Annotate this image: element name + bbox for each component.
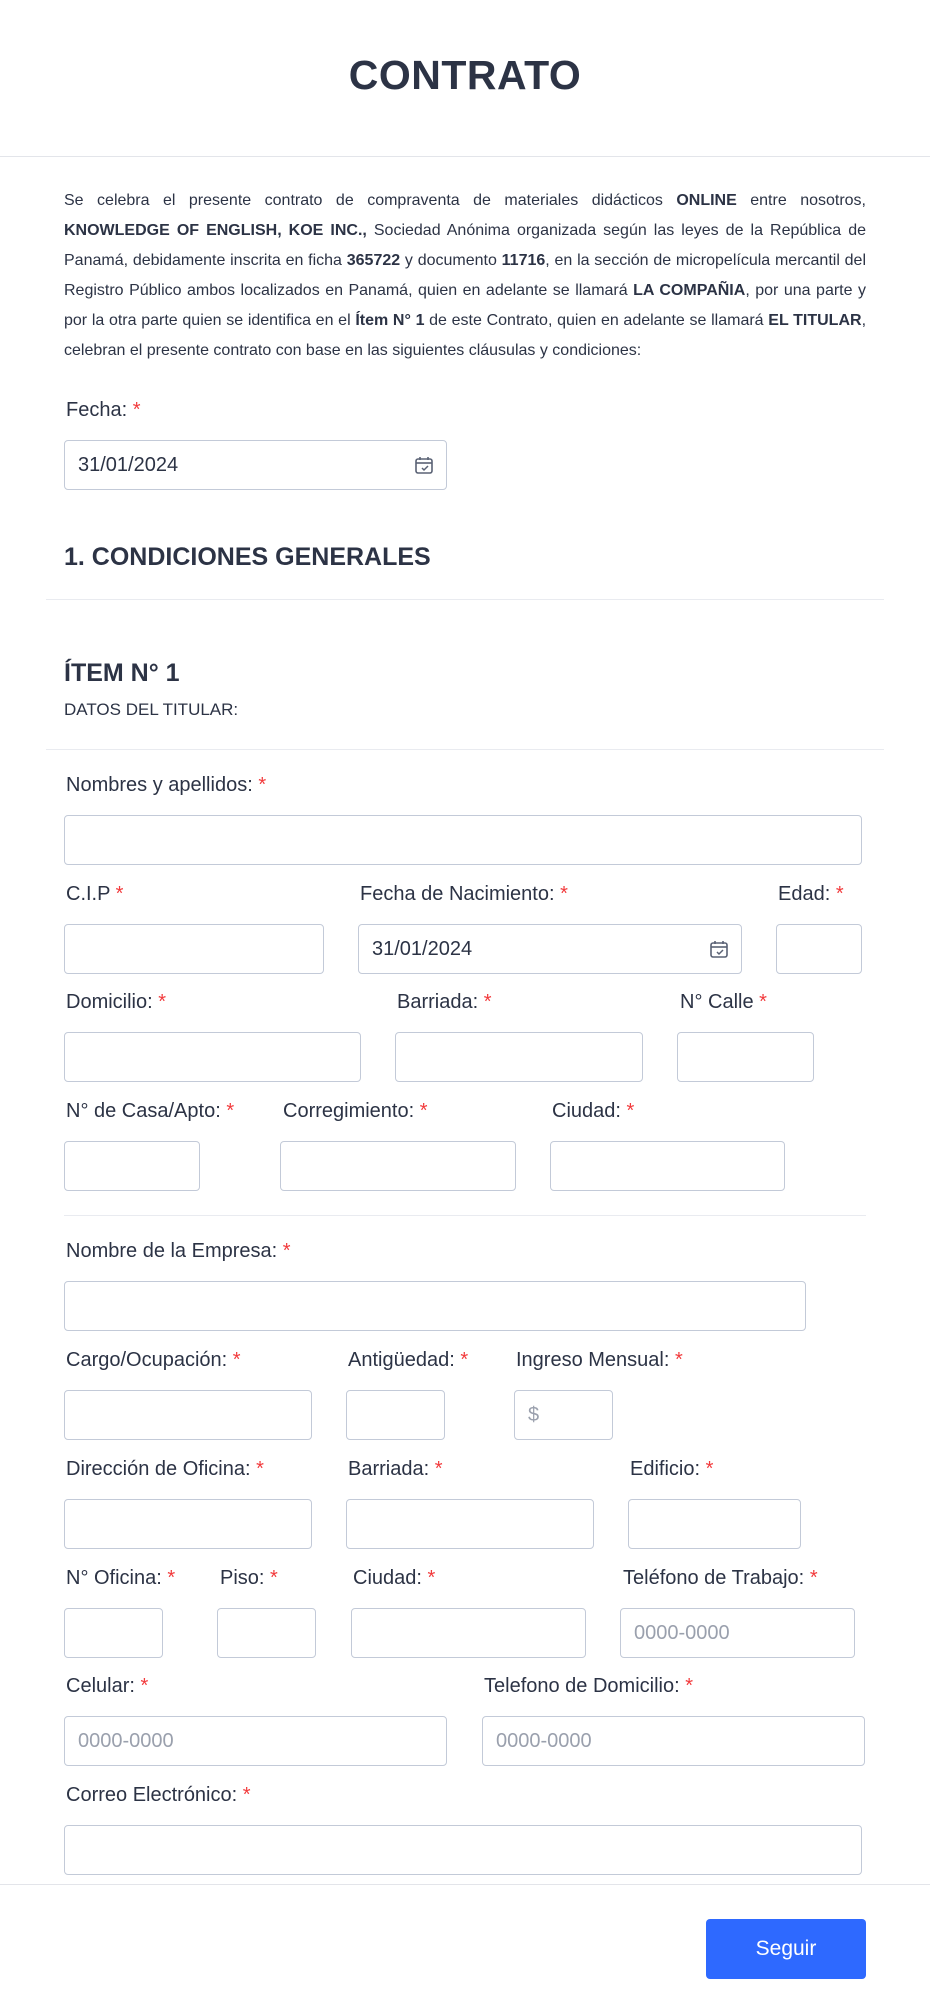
edificio-label [630, 1458, 713, 1481]
required-mark: * [256, 1458, 264, 1480]
intro-bold: 365722 [346, 252, 401, 269]
label-text: Telefono de Domicilio: [484, 1675, 680, 1697]
label-text: C.I.P [66, 883, 111, 905]
fecha-input[interactable] [64, 440, 447, 490]
required-mark: * [835, 883, 844, 905]
label-text: Ingreso Mensual: [516, 1349, 670, 1371]
contract-intro [64, 186, 866, 366]
ciudad-label [552, 1100, 634, 1123]
required-mark: * [759, 991, 767, 1013]
ciudad2-input[interactable] [351, 1608, 586, 1658]
antiguedad-label [348, 1349, 468, 1372]
intro-text: y documento [400, 252, 502, 269]
edad-label [778, 883, 844, 906]
calle-label [680, 991, 767, 1014]
nacimiento-value: 31/01/2024 [372, 938, 473, 960]
required-mark: * [140, 1675, 149, 1697]
required-mark: * [158, 991, 167, 1013]
cip-input[interactable] [64, 924, 324, 974]
oficina-label [66, 1567, 175, 1590]
intro-text: entre nosotros, [736, 192, 867, 209]
barriada2-label [348, 1458, 443, 1481]
corregimiento-input[interactable] [280, 1141, 516, 1191]
form-header [0, 0, 930, 157]
seguir-button[interactable]: Seguir [706, 1919, 866, 1979]
celular-placeholder: 0000-0000 [78, 1730, 174, 1752]
label-text: Celular: [66, 1675, 135, 1697]
ciudad-input[interactable] [550, 1141, 785, 1191]
required-mark: * [270, 1567, 278, 1589]
label-text: Dirección de Oficina: [66, 1458, 251, 1480]
ingreso-input[interactable] [514, 1390, 613, 1440]
intro-text: de este Contrato, quien en adelante se llamará [424, 312, 769, 329]
item-subtitle: DATOS DEL TITULAR: [64, 700, 239, 719]
barriada-input[interactable] [395, 1032, 643, 1082]
label-text: Correo Electrónico: [66, 1784, 238, 1806]
required-mark: * [115, 883, 124, 905]
calendar-icon[interactable] [414, 455, 434, 475]
fecha-value: 31/01/2024 [78, 454, 179, 476]
domicilio-input[interactable] [64, 1032, 361, 1082]
required-mark: * [226, 1100, 235, 1122]
label-text: Edificio: [630, 1458, 701, 1480]
label-text: Corregimiento: [283, 1100, 415, 1122]
casa-label [66, 1100, 234, 1123]
correo-input[interactable] [64, 1825, 862, 1875]
tel-trabajo-placeholder: 0000-0000 [634, 1622, 730, 1644]
label-text: Cargo/Ocupación: [66, 1349, 228, 1371]
nombres-input[interactable] [64, 815, 862, 865]
tel-domicilio-input[interactable] [482, 1716, 865, 1766]
label-text: Ciudad: [353, 1567, 422, 1589]
domicilio-label [66, 991, 166, 1014]
nombres-label [66, 774, 266, 797]
oficina-input[interactable] [64, 1608, 163, 1658]
divider [46, 599, 884, 600]
label-text: Nombres y apellidos: [66, 774, 253, 796]
edificio-input[interactable] [628, 1499, 801, 1549]
divider [46, 749, 884, 750]
item-title: ÍTEM N° 1 [64, 659, 180, 687]
intro-bold: Ítem N° 1 [355, 312, 425, 329]
label-text: N° Calle [680, 991, 754, 1013]
barriada2-input[interactable] [346, 1499, 594, 1549]
intro-bold: EL TITULAR [768, 312, 862, 329]
corregimiento-label [283, 1100, 428, 1123]
label-text: N° de Casa/Apto: [66, 1100, 221, 1122]
fecha-label [66, 399, 141, 422]
required-mark: * [809, 1567, 818, 1589]
label-text: N° Oficina: [66, 1567, 162, 1589]
cip-label [66, 883, 123, 906]
empresa-label [66, 1240, 291, 1263]
intro-text: Sociedad Anónima organizada según las leyes de la República de Panamá, debidamente inscrita en ficha [64, 222, 867, 269]
dir-oficina-input[interactable] [64, 1499, 312, 1549]
nacimiento-label [360, 883, 568, 906]
required-mark: * [626, 1100, 635, 1122]
nacimiento-input[interactable] [358, 924, 742, 974]
tel-domicilio-placeholder: 0000-0000 [496, 1730, 592, 1752]
label-text: Teléfono de Trabajo: [623, 1567, 805, 1589]
label-text: Piso: [220, 1567, 265, 1589]
required-mark: * [258, 774, 267, 796]
intro-bold: LA COMPAÑIA [633, 282, 746, 299]
cargo-input[interactable] [64, 1390, 312, 1440]
ciudad2-label [353, 1567, 435, 1590]
barriada-label [397, 991, 492, 1014]
required-mark: * [232, 1349, 241, 1371]
required-mark: * [242, 1784, 251, 1806]
correo-label [66, 1784, 251, 1807]
celular-input[interactable] [64, 1716, 447, 1766]
intro-bold: ONLINE [676, 192, 737, 209]
label-text: Barriada: [397, 991, 479, 1013]
label-text: Nombre de la Empresa: [66, 1240, 278, 1262]
required-mark: * [132, 399, 141, 421]
required-mark: * [460, 1349, 469, 1371]
calle-input[interactable] [677, 1032, 814, 1082]
intro-text: Se celebra el presente contrato de compraventa de materiales didácticos [64, 192, 677, 209]
required-mark: * [167, 1567, 176, 1589]
dir-oficina-label [66, 1458, 264, 1481]
required-mark: * [419, 1100, 428, 1122]
cargo-label [66, 1349, 241, 1372]
tel-domicilio-label [484, 1675, 693, 1698]
divider [64, 1215, 866, 1216]
tel-trabajo-label [623, 1567, 818, 1590]
edad-input[interactable] [776, 924, 862, 974]
label-text: Antigüedad: [348, 1349, 455, 1371]
label-text: Fecha: [66, 399, 128, 421]
label-text: Ciudad: [552, 1100, 621, 1122]
ingreso-placeholder: $ [528, 1404, 540, 1426]
casa-input[interactable] [64, 1141, 200, 1191]
label-text: Edad: [778, 883, 831, 905]
page-title: CONTRATO [348, 52, 582, 98]
required-mark: * [674, 1349, 683, 1371]
required-mark: * [434, 1458, 443, 1480]
tel-trabajo-input[interactable] [620, 1608, 855, 1658]
required-mark: * [685, 1675, 694, 1697]
piso-input[interactable] [217, 1608, 316, 1658]
calendar-icon[interactable] [709, 939, 729, 959]
intro-bold: KNOWLEDGE OF ENGLISH, KOE INC., [64, 222, 367, 239]
piso-label [220, 1567, 278, 1590]
intro-bold: 11716 [501, 252, 546, 269]
empresa-input[interactable] [64, 1281, 806, 1331]
label-text: Domicilio: [66, 991, 153, 1013]
intro-text: , en la sección de micropelícula mercantil del Registro Público ambos localizados en Panamá, quien en adelante se llamará [64, 252, 867, 299]
required-mark: * [560, 883, 568, 905]
required-mark: * [427, 1567, 436, 1589]
required-mark: * [282, 1240, 291, 1262]
celular-label [66, 1675, 148, 1698]
label-text: Fecha de Nacimiento: [360, 883, 555, 905]
label-text: Barriada: [348, 1458, 430, 1480]
ingreso-label [516, 1349, 683, 1372]
required-mark: * [705, 1458, 714, 1480]
section-title: 1. CONDICIONES GENERALES [64, 543, 431, 571]
required-mark: * [483, 991, 492, 1013]
intro-text: , por una parte y por la otra parte quien se identifica en el [64, 282, 867, 329]
intro-text: , celebran el presente contrato con base en las siguientes cláusulas y condiciones: [64, 312, 867, 359]
antiguedad-input[interactable] [346, 1390, 445, 1440]
